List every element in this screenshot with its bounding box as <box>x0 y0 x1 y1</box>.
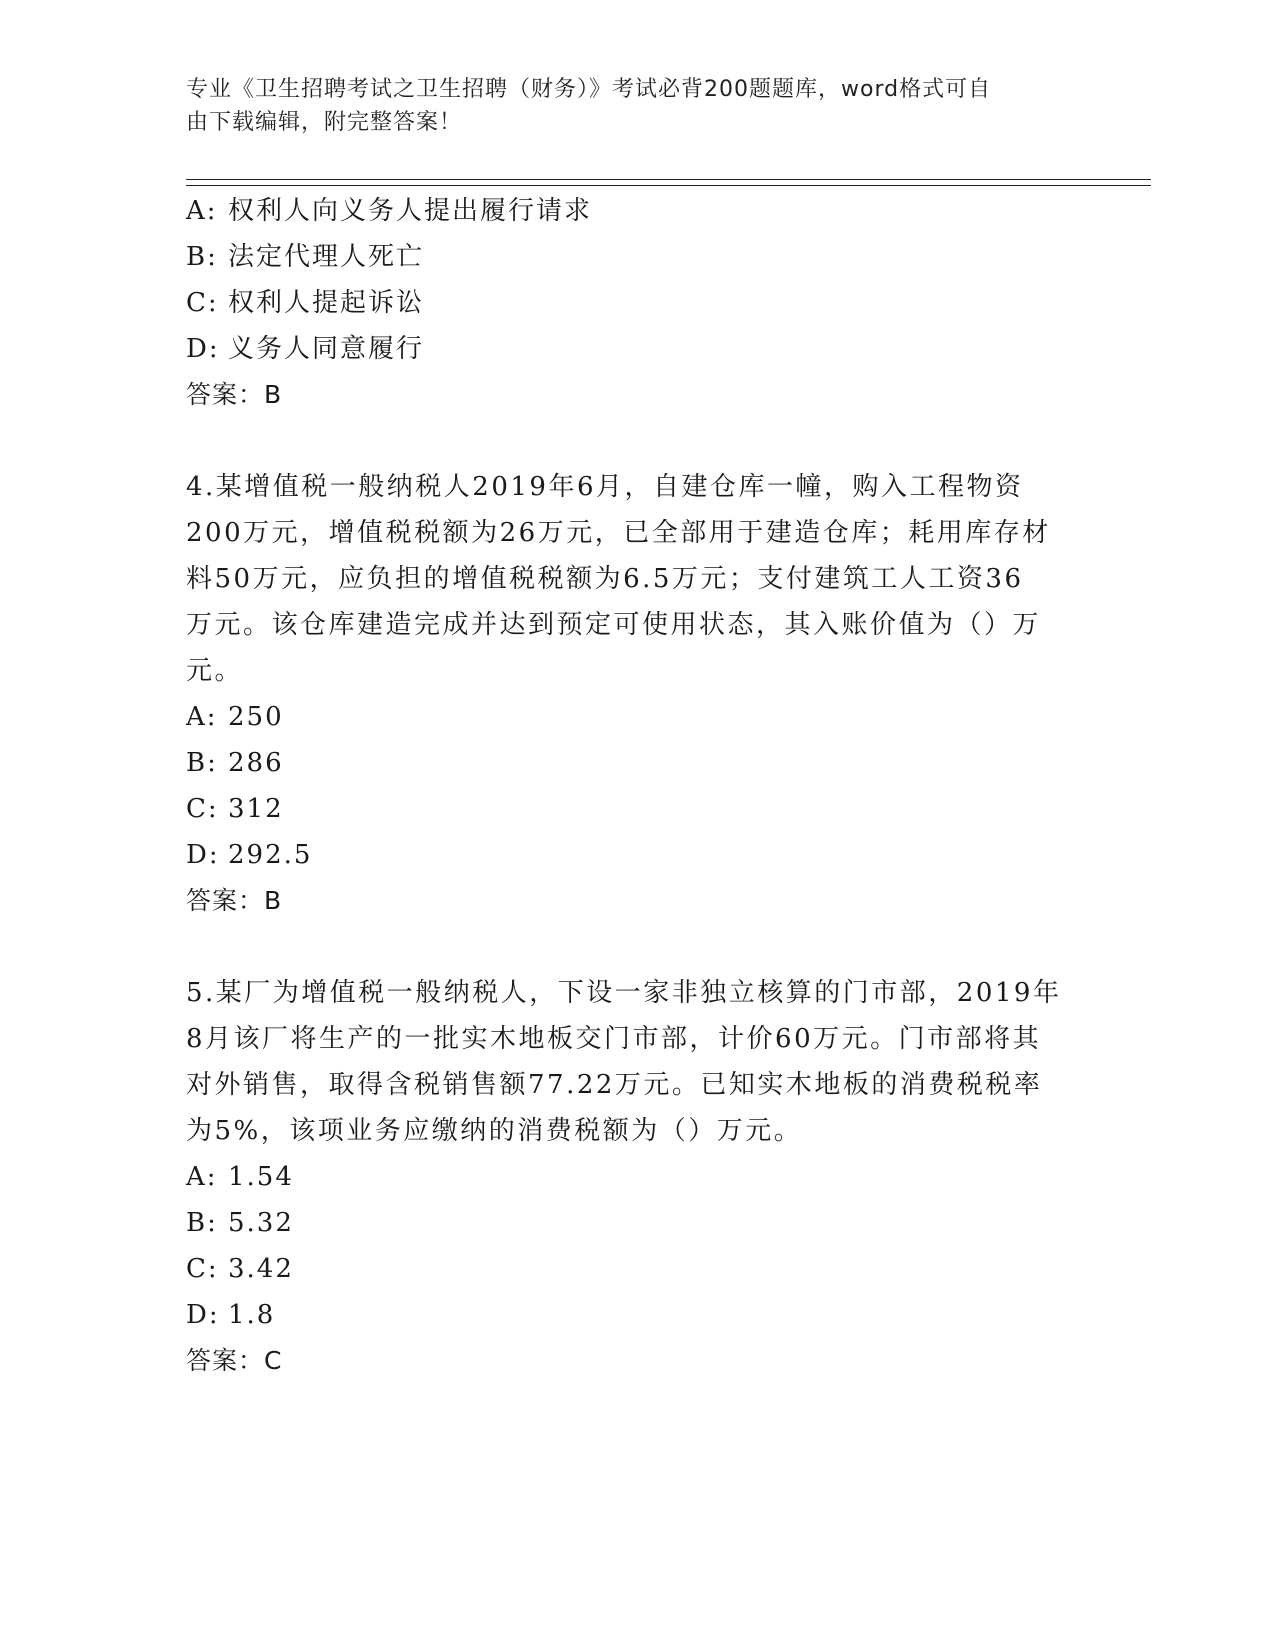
spacer <box>186 924 1086 970</box>
stem-line: 4.某增值税一般纳税人2019年6月，自建仓库一幢，购入工程物资 <box>186 472 1024 502</box>
stem-line: 8月该厂将生产的一批实木地板交门市部，计价60万元。门市部将其 <box>186 1024 1042 1054</box>
stem-line: 料50万元，应负担的增值税税额为6.5万元；支付建筑工人工资36 <box>186 564 1024 594</box>
question-content <box>186 188 1086 1384</box>
header-line-2: 由下载编辑，附完整答案！ <box>186 110 463 135</box>
option-d: D: 1.8 <box>186 1300 276 1330</box>
spacer <box>186 418 1086 464</box>
stem-line: 对外销售，取得含税销售额77.22万元。已知实木地板的消费税税率 <box>186 1070 1043 1100</box>
question-5 <box>186 970 1086 1384</box>
option-b: B: 5.32 <box>186 1208 294 1238</box>
answer: 答案：B <box>186 380 283 409</box>
question-stem <box>186 464 1086 694</box>
option-d: D: 292.5 <box>186 840 313 870</box>
option-c: C: 权利人提起诉讼 <box>186 288 425 318</box>
option-b: B: 286 <box>186 748 284 778</box>
option-a: A: 权利人向义务人提出履行请求 <box>186 196 593 226</box>
option-b: B: 法定代理人死亡 <box>186 242 425 272</box>
header-divider-bottom <box>186 185 1151 186</box>
answer: 答案：C <box>186 1346 283 1375</box>
option-a: A: 1.54 <box>186 1162 294 1192</box>
option-d: D: 义务人同意履行 <box>186 334 425 364</box>
option-a: A: 250 <box>186 702 284 732</box>
answer: 答案：B <box>186 886 283 915</box>
option-c: C: 312 <box>186 794 284 824</box>
document-header <box>186 73 1066 139</box>
header-divider-top <box>186 179 1151 180</box>
question-4 <box>186 464 1086 924</box>
option-c: C: 3.42 <box>186 1254 294 1284</box>
stem-line: 200万元，增值税税额为26万元，已全部用于建造仓库；耗用库存材 <box>186 518 1051 548</box>
question-3 <box>186 188 1086 418</box>
stem-line: 5.某厂为增值税一般纳税人，下设一家非独立核算的门市部，2019年 <box>186 978 1062 1008</box>
stem-line: 元。 <box>186 656 244 686</box>
stem-line: 为5%，该项业务应缴纳的消费税额为（）万元。 <box>186 1116 803 1146</box>
header-line-1: 专业《卫生招聘考试之卫生招聘（财务）》考试必背200题题库，word格式可自 <box>186 77 992 102</box>
question-stem <box>186 970 1086 1154</box>
stem-line: 万元。该仓库建造完成并达到预定可使用状态，其入账价值为（）万 <box>186 610 1042 640</box>
